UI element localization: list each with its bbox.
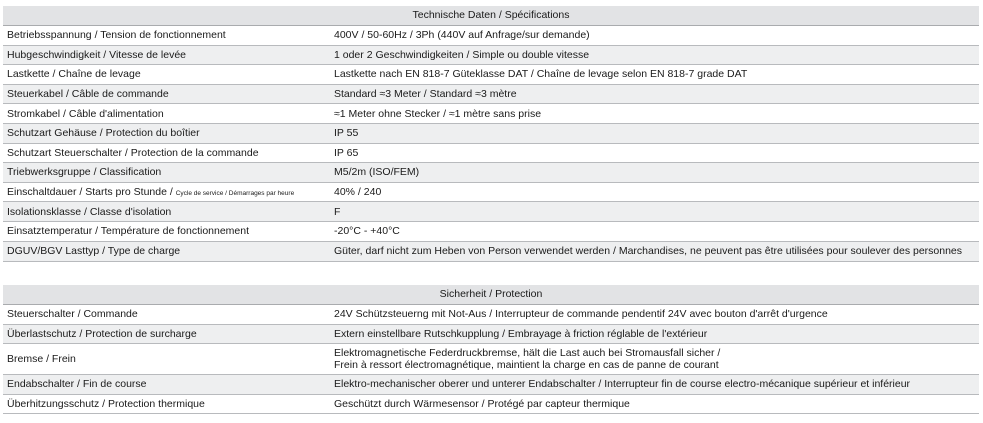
row-value: IP 65 [334, 146, 359, 159]
table-row [3, 183, 979, 203]
row-value: ≈1 Meter ohne Stecker / ≈1 mètre sans prise [334, 107, 542, 120]
table-row [3, 85, 979, 105]
row-label: Isolationsklasse / Classe d'isolation [7, 205, 172, 218]
technical-data-table [3, 6, 979, 262]
row-label: Triebwerksgruppe / Classification [7, 166, 162, 179]
table-row [3, 26, 979, 46]
table-row [3, 163, 979, 183]
row-value: Elektro-mechanischer oberer und unterer Endabschalter / Interrupteur fin de course electro-mécanique supérieur et inférieur [334, 378, 911, 391]
table-row [3, 305, 979, 325]
row-label [3, 186, 332, 198]
row-label: Betriebsspannung / Tension de fonctionnement [7, 29, 226, 42]
table-row [3, 202, 979, 222]
row-value: Standard ≈3 Meter / Standard ≈3 mètre [334, 88, 517, 101]
table-row [3, 222, 979, 242]
row-value: 1 oder 2 Geschwindigkeiten / Simple ou double vitesse [334, 48, 590, 61]
safety-header: Sicherheit / Protection [3, 285, 979, 305]
row-value: Extern einstellbare Rutschkupplung / Embrayage à friction réglable de l'extérieur [334, 327, 708, 340]
row-label: Stromkabel / Câble d'alimentation [7, 107, 164, 120]
row-value: Lastkette nach EN 818-7 Güteklasse DAT / Chaîne de levage selon EN 818-7 grade DAT [334, 68, 748, 81]
row-label: Überhitzungsschutz / Protection thermique [7, 398, 205, 411]
row-value-line-2: Frein à ressort électromagnétique, maintient la charge en cas de panne de courant [334, 359, 719, 372]
table-row [3, 395, 979, 415]
technical-data-header: Technische Daten / Spécifications [3, 6, 979, 26]
row-value: Geschützt durch Wärmesensor / Protégé par capteur thermique [334, 398, 630, 411]
row-label-small: Cycle de service / Démarrages par heure [175, 190, 295, 198]
row-label: Einsatztemperatur / Température de fonctionnement [7, 225, 250, 238]
table-row [3, 242, 979, 262]
table-row [3, 65, 979, 85]
table-row [3, 344, 979, 375]
table-row [3, 325, 979, 345]
row-value-line-1: Elektromagnetische Federdruckbremse, hält die Last auch bei Stromausfall sicher / [334, 347, 721, 360]
table-row [3, 104, 979, 124]
row-label: Schutzart Gehäuse / Protection du boîtier [7, 127, 200, 140]
row-label: Überlastschutz / Protection de surcharge [7, 327, 197, 340]
row-value [332, 347, 979, 371]
table-row [3, 46, 979, 66]
row-label: Steuerschalter / Commande [7, 308, 138, 321]
row-label: Hubgeschwindigkeit / Vitesse de levée [7, 48, 186, 61]
row-label: Bremse / Frein [7, 353, 76, 366]
row-label: Lastkette / Chaîne de levage [7, 68, 141, 81]
safety-table [3, 285, 979, 414]
row-label: Schutzart Steuerschalter / Protection de la commande [7, 146, 259, 159]
row-value: 40% / 240 [334, 186, 382, 199]
table-row [3, 375, 979, 395]
table-row [3, 124, 979, 144]
row-label: Steuerkabel / Câble de commande [7, 88, 169, 101]
row-label: Endabschalter / Fin de course [7, 378, 147, 391]
row-value: IP 55 [334, 127, 359, 140]
row-value: 400V / 50-60Hz / 3Ph (440V auf Anfrage/sur demande) [334, 29, 590, 42]
row-label: DGUV/BGV Lasttyp / Type de charge [7, 245, 181, 258]
row-value: Güter, darf nicht zum Heben von Person verwendet werden / Marchandises, ne peuvent pas être utilisées pour soulever des personnes [334, 245, 963, 258]
row-value: M5/2m (ISO/FEM) [334, 166, 420, 179]
table-row [3, 144, 979, 164]
row-value: F [334, 205, 341, 218]
row-value: 24V Schützsteuerng mit Not-Aus / Interrupteur de commande pendentif 24V avec bouton d'arrêt d'urgence [334, 308, 828, 321]
row-value: -20°C - +40°C [334, 225, 400, 238]
row-label-main: Einschaltdauer / Starts pro Stunde / [7, 186, 176, 199]
